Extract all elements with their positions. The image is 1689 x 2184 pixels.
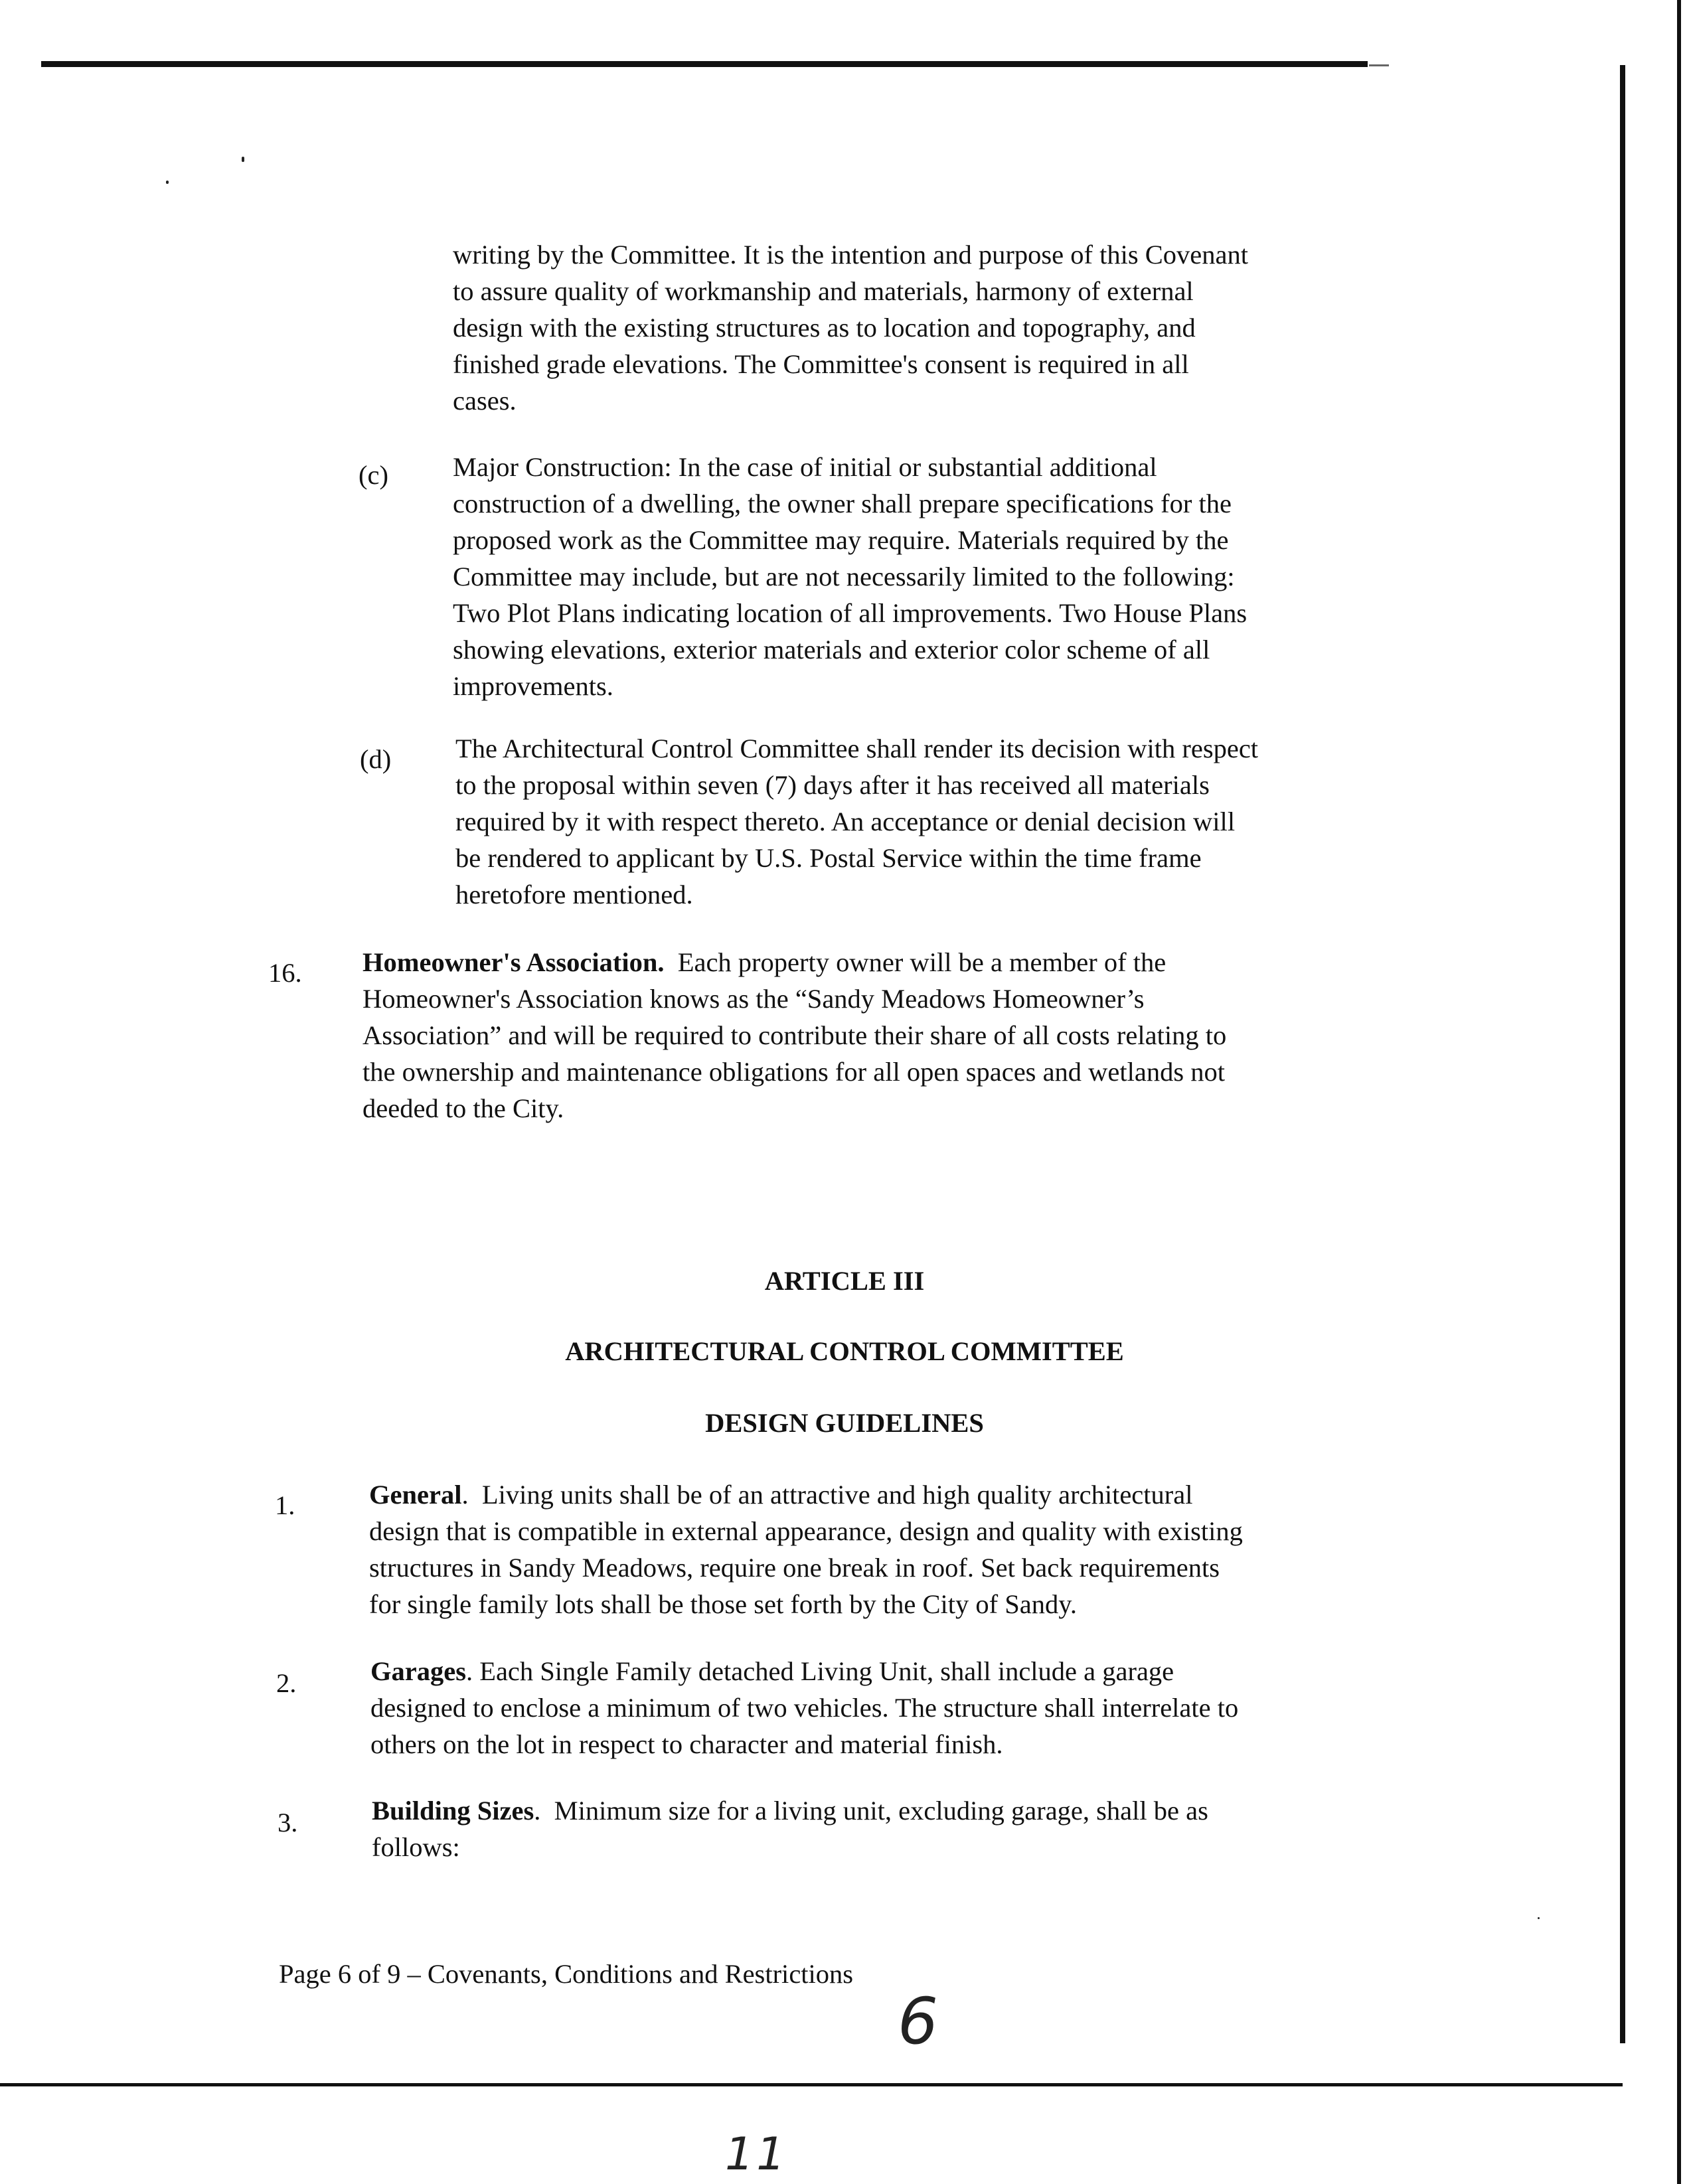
- text-line: others on the lot in respect to character and material finish.: [370, 1729, 1003, 1759]
- right-margin-bar: [1620, 65, 1625, 2043]
- scan-speck: [166, 181, 169, 184]
- section-16-number: 16.: [268, 958, 302, 988]
- bottom-rule: [0, 2083, 1623, 2086]
- text-line: showing elevations, exterior materials and exterior color scheme of all: [453, 635, 1210, 664]
- text-line: heretofore mentioned.: [455, 880, 693, 909]
- guideline-3-number: 3.: [278, 1808, 298, 1837]
- text-line: Major Construction: In the case of initial or substantial additional: [453, 452, 1157, 482]
- text-line: the ownership and maintenance obligations for all open spaces and wetlands not: [362, 1057, 1226, 1087]
- top-rule: [41, 61, 1368, 67]
- text-line: improvements.: [453, 671, 613, 701]
- guideline-2-paragraph: [370, 1653, 1238, 1762]
- page-footer: Page 6 of 9 – Covenants, Conditions and Restrictions: [279, 1959, 854, 1989]
- section-16-heading: Homeowner's Association.: [362, 947, 665, 977]
- handwritten-bottom-number: 11: [725, 2128, 788, 2181]
- item-d-paragraph: [455, 730, 1258, 913]
- text-line: design that is compatible in external appearance, design and quality with existing: [369, 1516, 1243, 1546]
- item-c-paragraph: [453, 449, 1247, 704]
- text-line: proposed work as the Committee may require. Materials required by the: [453, 525, 1229, 555]
- text-line: designed to enclose a minimum of two vehicles. The structure shall interrelate to: [370, 1693, 1239, 1723]
- guideline-3-first-line: . Minimum size for a living unit, excluding garage, shall be as: [534, 1796, 1208, 1826]
- text-line: Committee may include, but are not necessarily limited to the following:: [453, 562, 1235, 591]
- text-line: for single family lots shall be those set forth by the City of Sandy.: [369, 1589, 1077, 1619]
- section-16-paragraph: [362, 944, 1226, 1127]
- section-16-first-line: Each property owner will be a member of the: [664, 947, 1166, 977]
- item-c-label: (c): [359, 460, 388, 490]
- top-rule-fade: [1369, 64, 1389, 66]
- guideline-2-number: 2.: [276, 1668, 297, 1698]
- guideline-3-paragraph: [372, 1792, 1208, 1865]
- guideline-1-first-line: . Living units shall be of an attractive and high quality architectural: [461, 1480, 1193, 1510]
- item-d-label: (d): [360, 744, 392, 774]
- text-line: be rendered to applicant by U.S. Postal Service within the time frame: [455, 843, 1202, 873]
- text-line: structures in Sandy Meadows, require one break in roof. Set back requirements: [369, 1553, 1220, 1583]
- guideline-2-heading: Garages: [370, 1656, 466, 1686]
- text-line: follows:: [372, 1832, 460, 1862]
- scan-speck: [1538, 1917, 1540, 1919]
- text-line: Two Plot Plans indicating location of all improvements. Two House Plans: [453, 598, 1247, 628]
- text-line: Homeowner's Association knows as the “Sandy Meadows Homeowner’s: [362, 984, 1145, 1014]
- text-line: cases.: [453, 386, 517, 416]
- text-line: [369, 1476, 1243, 1513]
- article-sub-subtitle: DESIGN GUIDELINES: [705, 1408, 984, 1438]
- text-line: Association” and will be required to contribute their share of all costs relating to: [362, 1020, 1227, 1050]
- text-line: [370, 1653, 1238, 1689]
- text-line: construction of a dwelling, the owner shall prepare specifications for the: [453, 489, 1232, 518]
- text-line: [372, 1792, 1208, 1829]
- text-line: The Architectural Control Committee shall render its decision with respect: [455, 734, 1259, 763]
- guideline-2-first-line: . Each Single Family detached Living Unit, shall include a garage: [465, 1656, 1174, 1686]
- guideline-1-number: 1.: [275, 1490, 295, 1520]
- text-line: to the proposal within seven (7) days after it has received all materials: [455, 770, 1210, 800]
- text-line: writing by the Committee. It is the intention and purpose of this Covenant: [453, 240, 1248, 270]
- text-line: to assure quality of workmanship and materials, harmony of external: [453, 276, 1194, 306]
- text-line: required by it with respect thereto. An acceptance or denial decision will: [455, 807, 1236, 836]
- handwritten-page-number: 6: [898, 1984, 939, 2059]
- guideline-1-heading: General: [369, 1480, 462, 1510]
- guideline-1-paragraph: [369, 1476, 1243, 1622]
- continuation-paragraph: [453, 236, 1248, 419]
- article-title: ARTICLE III: [764, 1266, 925, 1296]
- text-line: deeded to the City.: [362, 1093, 564, 1123]
- article-subtitle: ARCHITECTURAL CONTROL COMMITTEE: [565, 1336, 1124, 1366]
- right-edge-bar: [1677, 0, 1681, 2184]
- guideline-3-heading: Building Sizes: [372, 1796, 534, 1826]
- text-line: design with the existing structures as to location and topography, and: [453, 313, 1196, 343]
- scan-speck: [242, 157, 244, 162]
- text-line: finished grade elevations. The Committee's consent is required in all: [453, 349, 1189, 379]
- text-line: [362, 944, 1226, 980]
